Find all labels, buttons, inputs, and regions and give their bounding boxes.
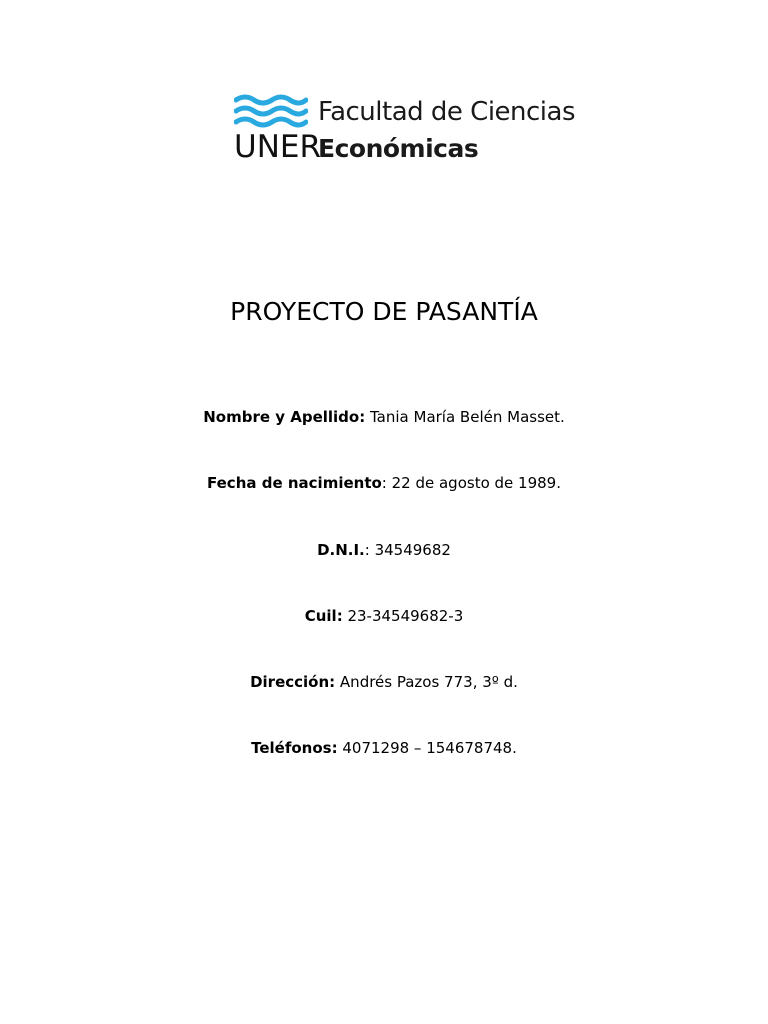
field-fecha-label: Fecha de nacimiento: [207, 474, 382, 492]
field-telefonos: [0, 737, 768, 759]
field-telefonos-label: Teléfonos:: [251, 739, 338, 757]
logo-faculty-line1: Facultad de Ciencias: [318, 97, 576, 127]
field-nombre: [0, 406, 768, 428]
faculty-logo: [234, 92, 576, 172]
field-cuil-label: Cuil:: [304, 607, 343, 625]
field-cuil-value: 23-34549682-3: [342, 607, 464, 625]
document-title: PROYECTO DE PASANTÍA: [230, 297, 538, 326]
field-fecha-value: : 22 de agosto de 1989.: [381, 474, 561, 492]
field-telefonos-value: 4071298 – 154678748.: [337, 739, 517, 757]
field-dni-value: : 34549682: [364, 541, 451, 559]
logo-faculty-line2: Económicas: [318, 134, 479, 163]
field-dni-label: D.N.I.: [317, 541, 365, 559]
field-nombre-value: Tania María Belén Masset.: [365, 408, 565, 426]
field-fecha-nacimiento: [0, 472, 768, 494]
logo-uner-text: UNER: [234, 129, 322, 165]
field-dni: [0, 539, 768, 561]
field-cuil: [0, 605, 768, 627]
field-nombre-label: Nombre y Apellido:: [203, 408, 366, 426]
field-direccion: [0, 671, 768, 693]
field-direccion-label: Dirección:: [250, 673, 336, 691]
waves-icon: [234, 92, 308, 132]
field-direccion-value: Andrés Pazos 773, 3º d.: [335, 673, 518, 691]
